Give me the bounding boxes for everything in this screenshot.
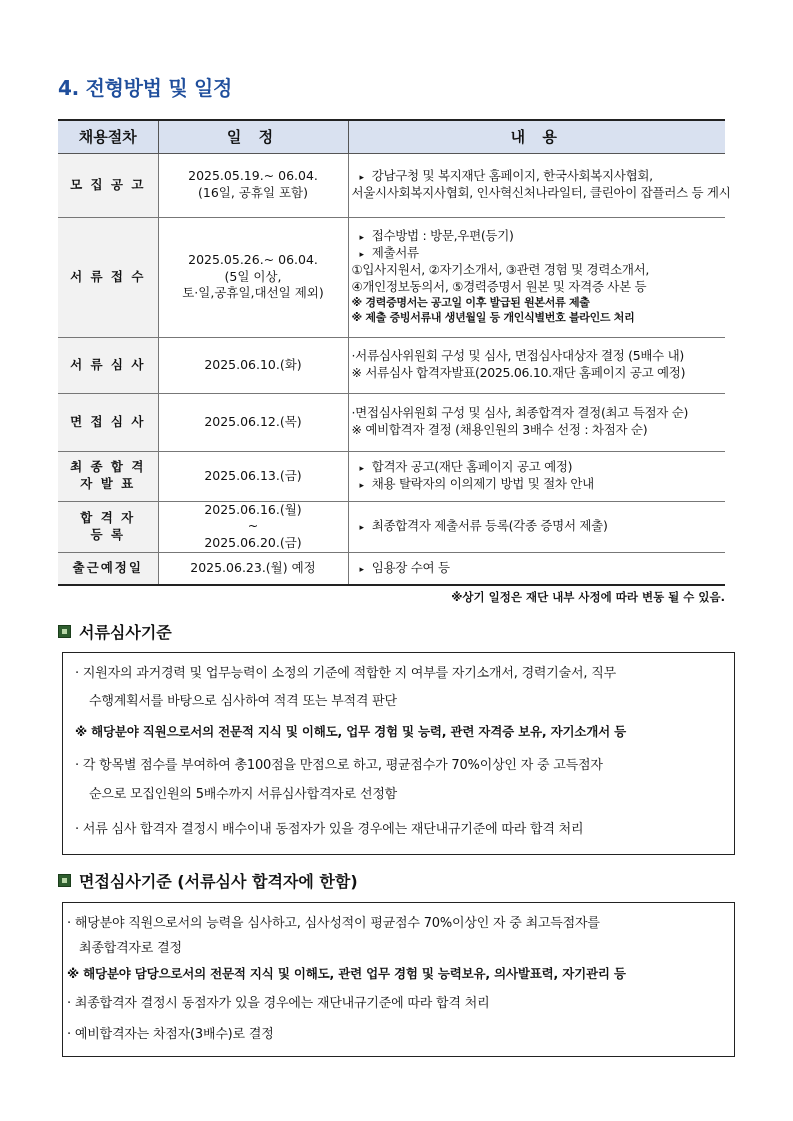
date-text: ~ (247, 518, 259, 534)
step-label: 자 발 표 (80, 476, 136, 491)
step-label: 면 접 심 사 (70, 413, 146, 429)
date-text: 2025.06.13.(금) (204, 467, 302, 483)
table-row (58, 217, 725, 337)
step-label: 등 록 (90, 526, 125, 542)
date-cell (158, 217, 348, 337)
content-line: ▸ 접수방법 : 방문,우편(등기) (352, 228, 723, 245)
table-row (58, 501, 725, 553)
table-row (58, 337, 725, 393)
date-cell (158, 393, 348, 451)
step-label: 출근예정일 (72, 559, 143, 575)
step-label: 모 집 공 고 (70, 176, 146, 192)
step-label: 합 격 자 (80, 509, 136, 525)
interview-review-note: ※ 해당분야 담당으로서의 전문적 지식 및 이해도, 관련 업무 경험 및 능력보유, 의사발표력, 자기관리 등 (67, 966, 626, 981)
content-cell (348, 337, 725, 393)
content-line: ·서류심사위원회 구성 및 심사, 면접심사대상자 결정 (5배수 내) (351, 348, 684, 364)
content-cell (348, 451, 725, 501)
content-line: ▸ 강남구청 및 복지재단 홈페이지, 한국사회복지사협회, (352, 168, 723, 185)
content-line: ▸ 합격자 공고(재단 홈페이지 공고 예정) (352, 459, 723, 476)
content-cell (348, 393, 725, 451)
date-text: 2025.06.10.(화) (204, 356, 302, 372)
table-row (58, 451, 725, 501)
doc-review-line: 수행계획서를 바탕으로 심사하여 적격 또는 부적격 판단 (89, 694, 397, 709)
content-line: ①입사지원서, ②자기소개서, ③관련 경험 및 경력소개서, (351, 262, 650, 278)
doc-review-line: · 서류 심사 합격자 결정시 배수이내 동점자가 있을 경우에는 재단내규기준에 따라 합격 처리 (75, 822, 584, 837)
step-label: 서 류 심 사 (70, 356, 146, 372)
content-line: ·면접심사위원회 구성 및 심사, 최종합격자 결정(최고 득점자 순) (351, 405, 689, 421)
interview-review-line: · 예비합격자는 차점자(3배수)로 결정 (67, 1027, 274, 1042)
content-line: ※ 서류심사 합격자발표(2025.06.10.재단 홈페이지 공고 예정) (351, 365, 686, 380)
content-cell (348, 553, 725, 585)
date-cell (158, 501, 348, 553)
date-text: 토·일,공휴일,대선일 제외) (182, 285, 324, 301)
step-cell (58, 153, 158, 217)
date-text: 2025.06.12.(목) (204, 413, 302, 429)
step-label: 최 종 합 격 (70, 459, 146, 475)
content-line: ④개인정보동의서, ⑤경력증명서 원본 및 자격증 사본 등 (351, 279, 647, 295)
interview-review-box (62, 902, 735, 1057)
content-line: ▸ 채용 탈락자의 이의제기 방법 및 절차 안내 (352, 476, 723, 493)
content-note: ※ 제출 증빙서류내 생년월일 등 개인식별번호 블라인드 처리 (351, 310, 635, 324)
content-line: ▸ 최종합격자 제출서류 등록(각종 증명서 제출) (352, 518, 723, 535)
date-text: 2025.06.16.(월) (204, 501, 302, 517)
interview-review-line: · 최종합격자 결정시 동점자가 있을 경우에는 재단내규기준에 따라 합격 처리 (67, 996, 490, 1011)
column-header: 채용절차 (58, 120, 158, 153)
date-cell (158, 337, 348, 393)
date-cell (158, 553, 348, 585)
section-title: 4. 전형방법 및 일정 (58, 76, 233, 100)
interview-review-title: 면접심사기준 (서류심사 합격자에 한함) (79, 872, 358, 891)
schedule-change-note: ※상기 일정은 재단 내부 사정에 따라 변동 될 수 있음. (451, 590, 725, 604)
date-cell (158, 153, 348, 217)
doc-review-line: · 각 항목별 점수를 부여하여 총100점을 만점으로 하고, 평균점수가 70%이상인 자 중 고득점자 (75, 758, 603, 773)
schedule-table (58, 119, 731, 586)
content-note: ※ 경력증명서는 공고일 이후 발급된 원본서류 제출 (351, 295, 590, 309)
column-header: 일 정 (158, 120, 348, 153)
doc-review-line: 순으로 모집인원의 5배수까지 서류심사합격자로 선정함 (89, 787, 398, 802)
date-text: 2025.06.20.(금) (204, 535, 302, 551)
content-line: ▸ 제출서류 (352, 245, 723, 262)
step-cell (58, 451, 158, 501)
interview-review-heading (58, 869, 358, 892)
step-cell (58, 217, 158, 337)
step-cell (58, 553, 158, 585)
content-cell (348, 153, 731, 217)
date-text: (16일, 공휴일 포함) (197, 185, 309, 200)
bullet-square-icon (58, 625, 71, 638)
step-cell (58, 337, 158, 393)
doc-review-line: · 지원자의 과거경력 및 업무능력이 소정의 기준에 적합한 지 여부를 자기소개서, 경력기술서, 직무 (75, 666, 616, 681)
table-row (58, 393, 725, 451)
doc-review-note: ※ 해당분야 직원으로서의 전문적 지식 및 이해도, 업무 경험 및 능력, 관련 자격증 보유, 자기소개서 등 (75, 724, 627, 739)
content-line: ※ 예비합격자 결정 (채용인원의 3배수 선정 : 차점자 순) (351, 422, 648, 437)
interview-review-line: · 해당분야 직원으로서의 능력을 심사하고, 심사성적이 평균점수 70%이상인 자 중 최고득점자를 (67, 916, 600, 931)
step-cell (58, 393, 158, 451)
table-row (58, 153, 725, 217)
content-cell (348, 501, 725, 553)
doc-review-title: 서류심사기준 (79, 623, 172, 642)
date-text: 2025.05.19.~ 06.04. (188, 168, 318, 184)
step-cell (58, 501, 158, 553)
table-header-row (58, 120, 725, 153)
content-line: 서울시사회복지사협회, 인사혁신처나라일터, 클린아이 잡플러스 등 게시 (351, 185, 731, 200)
date-text: (5일 이상, (224, 268, 282, 284)
interview-review-line: 최종합격자로 결정 (79, 941, 182, 956)
date-cell (158, 451, 348, 501)
date-text: 2025.06.23.(월) 예정 (190, 559, 316, 575)
doc-review-heading (58, 620, 172, 643)
bullet-square-icon (58, 874, 71, 887)
step-label: 서 류 접 수 (70, 268, 146, 284)
content-cell (348, 217, 725, 337)
column-header: 내 용 (348, 120, 725, 153)
doc-review-box (62, 652, 735, 855)
content-line: ▸ 임용장 수여 등 (352, 560, 723, 577)
table-row (58, 553, 725, 585)
date-text: 2025.05.26.~ 06.04. (188, 251, 318, 267)
